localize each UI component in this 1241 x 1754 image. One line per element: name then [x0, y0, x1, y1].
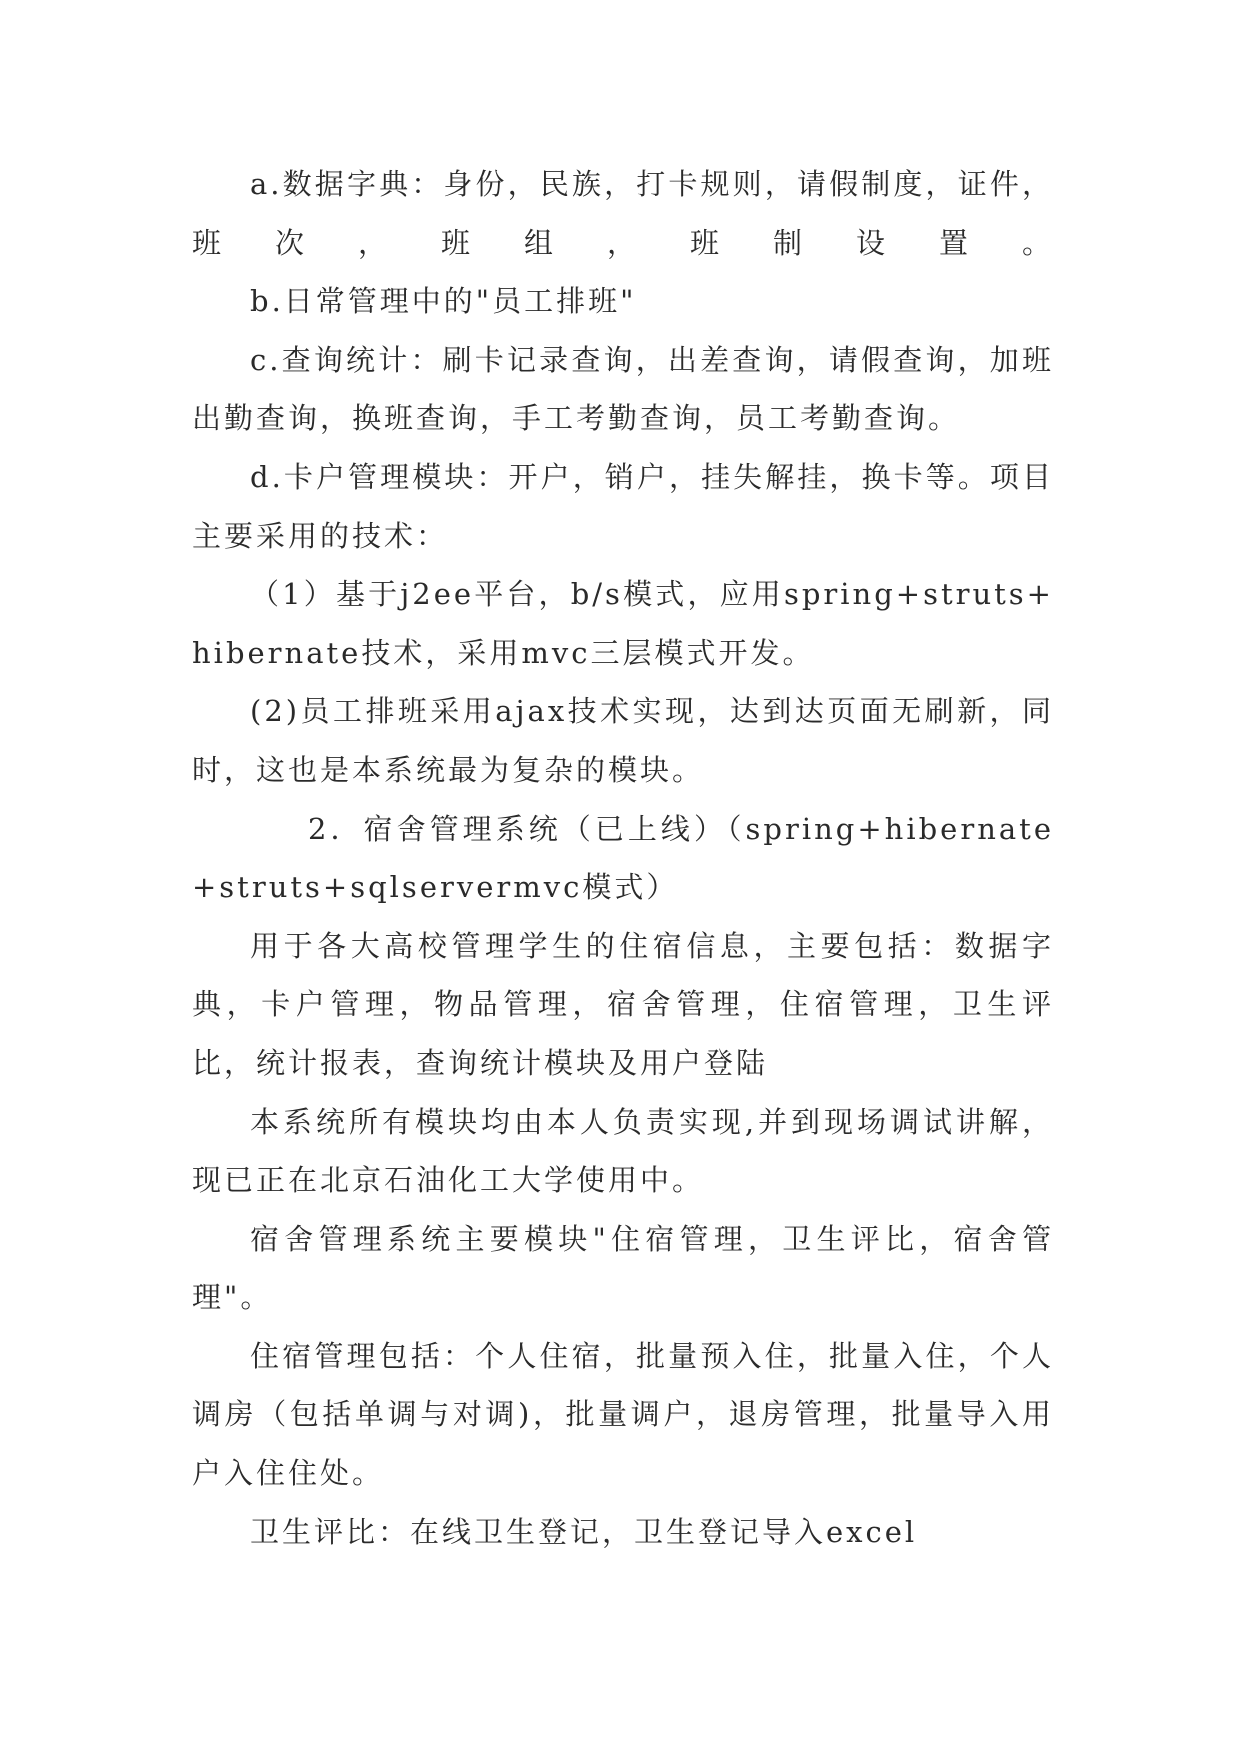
paragraph-dormitory-overview: 用于各大高校管理学生的住宿信息，主要包括：数据字典，卡户管理，物品管理，宿舍管理，住宿管理，卫生评比，统计报表，查询统计模块及用户登陆 — [192, 928, 1054, 1080]
paragraph-main-modules: 宿舍管理系统主要模块"住宿管理，卫生评比，宿舍管理"。 — [192, 1221, 1054, 1315]
paragraph-staff-scheduling: b.日常管理中的"员工排班" — [250, 284, 637, 319]
paragraph-data-dictionary: a.数据字典：身份，民族，打卡规则，请假制度，证件，班次，班组，班制设置。 — [192, 167, 1054, 260]
paragraph-card-management: d.卡户管理模块：开户，销户，挂失解挂，换卡等。项目主要采用的技术： — [192, 459, 1054, 553]
paragraph-responsibility: 本系统所有模块均由本人负责实现,并到现场调试讲解，现已正在北京石油化工大学使用中。 — [192, 1104, 1054, 1198]
paragraph-hygiene-evaluation: 卫生评比：在线卫生登记，卫生登记导入excel — [250, 1514, 918, 1549]
document-body — [192, 155, 1054, 1561]
section-heading-dormitory-system: 2．宿舍管理系统（已上线）（spring+hibernate+struts+sqlservermvc模式） — [192, 811, 1054, 905]
paragraph-technology-2: (2)员工排班采用ajax技术实现，达到达页面无刷新，同时，这也是本系统最为复杂的模块。 — [192, 694, 1054, 787]
paragraph-accommodation-management: 住宿管理包括：个人住宿，批量预入住，批量入住，个人调房（包括单调与对调)，批量调户，退房管理，批量导入用户入住住处。 — [192, 1338, 1054, 1491]
paragraph-query-statistics: c.查询统计：刷卡记录查询，出差查询，请假查询，加班出勤查询，换班查询，手工考勤查询，员工考勤查询。 — [192, 342, 1054, 436]
paragraph-technology-1: （1）基于j2ee平台，b/s模式，应用spring+struts+hibernate技术，采用mvc三层模式开发。 — [192, 577, 1054, 670]
